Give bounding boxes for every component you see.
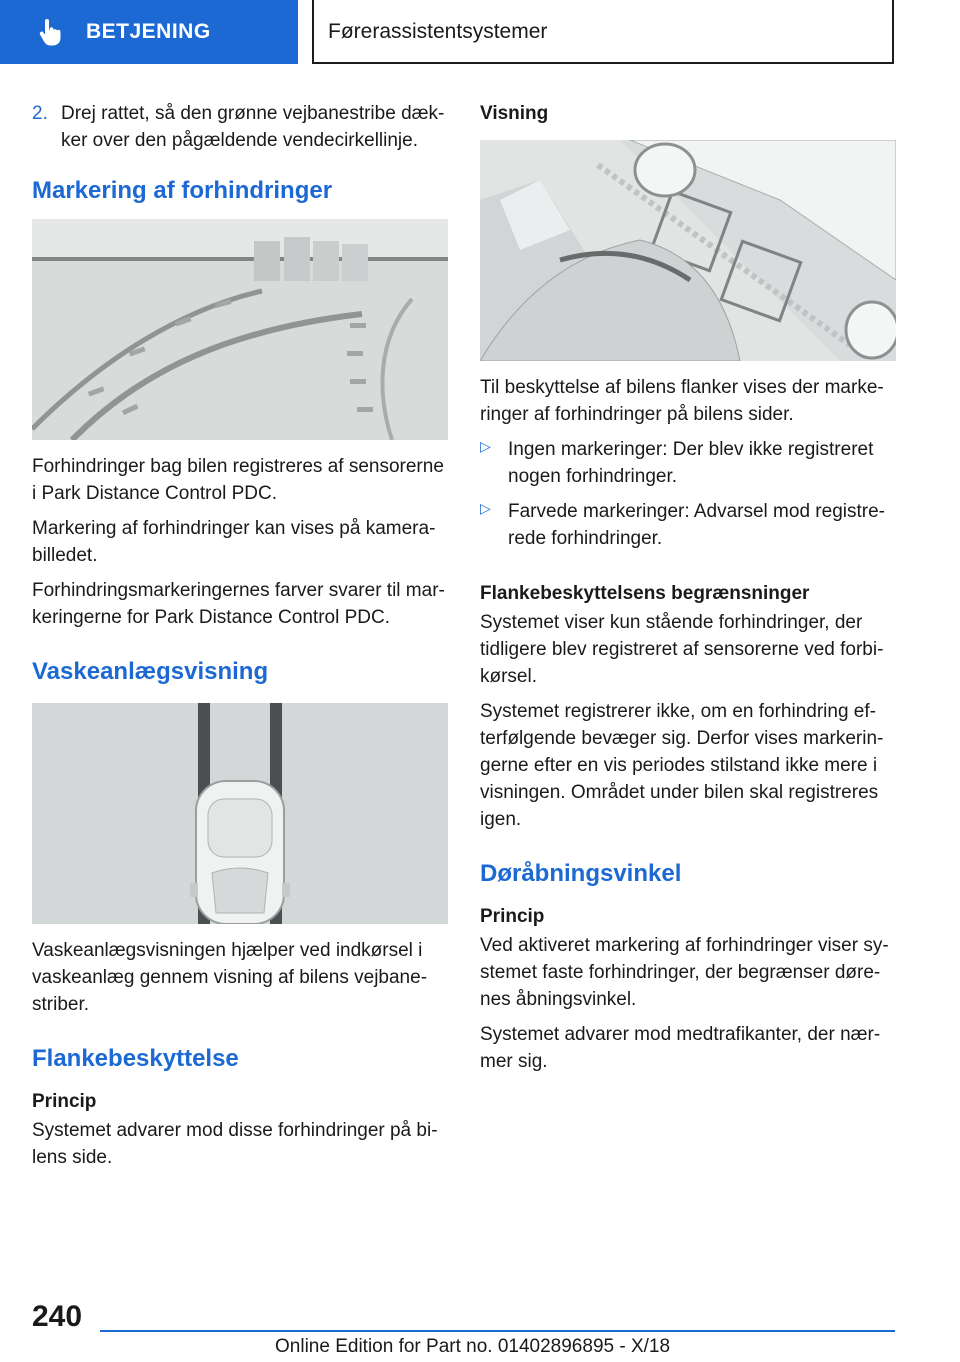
step-number: 2. [32, 103, 48, 124]
bullet-item [480, 436, 896, 498]
p-markering-1: Forhindringer bag bilen registreres af sensorerne i Park Distance Control PDC. [32, 456, 444, 504]
p-graenser-1: Systemet viser kun stående forhindringer, der tidligere blev registreret af sensorerne ved forbikørsel. [480, 612, 884, 687]
step-2 [32, 100, 448, 154]
right-column [480, 100, 896, 1083]
subheading-princip-right: Princip [480, 906, 545, 927]
subheading-visning: Visning [480, 103, 549, 124]
bullet-text: Farvede markeringer: Advarsel mod registrerede forhindringer. [508, 501, 885, 549]
footer-edition: Online Edition for Part no. 01402896895 - X/18 [275, 1336, 671, 1357]
flank-protection-view-figure [480, 140, 896, 361]
car-wash-view-figure [32, 703, 448, 924]
subheading-princip-left: Princip [32, 1091, 97, 1112]
subheading-graenser: Flankebeskyttelsens begrænsninger [480, 583, 810, 604]
bullet-text: Ingen markeringer: Der blev ikke registreret nogen forhindringer. [508, 439, 874, 487]
heading-doer: Døråbningsvinkel [480, 860, 682, 887]
step-text: Drej rattet, så den grønne vejbanestribe dækker over den pågældende vendecirkellinje. [61, 103, 445, 151]
chapter-header [312, 0, 894, 64]
p-doer-1: Ved aktiveret markering af forhindringer viser systemet faste forhindringer, der begrænser dørenes åbningsvinkel. [480, 935, 889, 1010]
triangle-bullet-icon: ▷ [480, 438, 491, 454]
p-visning: Til beskyttelse af bilens flanker vises der markeringer af forhindringer på bilens sider. [480, 377, 884, 425]
footer-divider [100, 1330, 895, 1332]
chapter-title: Førerassistentsystemer [328, 20, 548, 43]
triangle-bullet-icon: ▷ [480, 500, 491, 516]
left-column [32, 100, 448, 1179]
p-markering-3: Forhindringsmarkeringernes farver svarer til markeringerne for Park Distance Control PDC. [32, 580, 445, 628]
p-vaske: Vaskeanlægsvisningen hjælper ved indkørsel i vaskeanlæg gennem visning af bilens vejbanestriber. [32, 940, 428, 1015]
section-tab[interactable] [0, 0, 298, 64]
p-flanke: Systemet advarer mod disse forhindringer på bilens side. [32, 1120, 438, 1168]
p-graenser-2: Systemet registrerer ikke, om en forhindring efterfølgende bevæger sig. Derfor vises markeringerne efter en vis periodes stilstand ikke mere i visningen. Området under bilen skal registreres igen. [480, 701, 884, 830]
bullet-item [480, 498, 896, 560]
heading-markering: Markering af forhindringer [32, 177, 333, 204]
page-number: 240 [32, 1300, 83, 1333]
section-tab-label: BETJENING [86, 20, 211, 43]
p-doer-2: Systemet advarer mod medtrafikanter, der nærmer sig. [480, 1024, 881, 1072]
hand-pointer-icon [36, 18, 66, 48]
obstacle-marking-figure [32, 219, 448, 440]
p-markering-2: Markering af forhindringer kan vises på kamerabilledet. [32, 518, 436, 566]
heading-vaske: Vaskeanlægsvisning [32, 658, 269, 685]
heading-flanke: Flankebeskyttelse [32, 1045, 239, 1072]
